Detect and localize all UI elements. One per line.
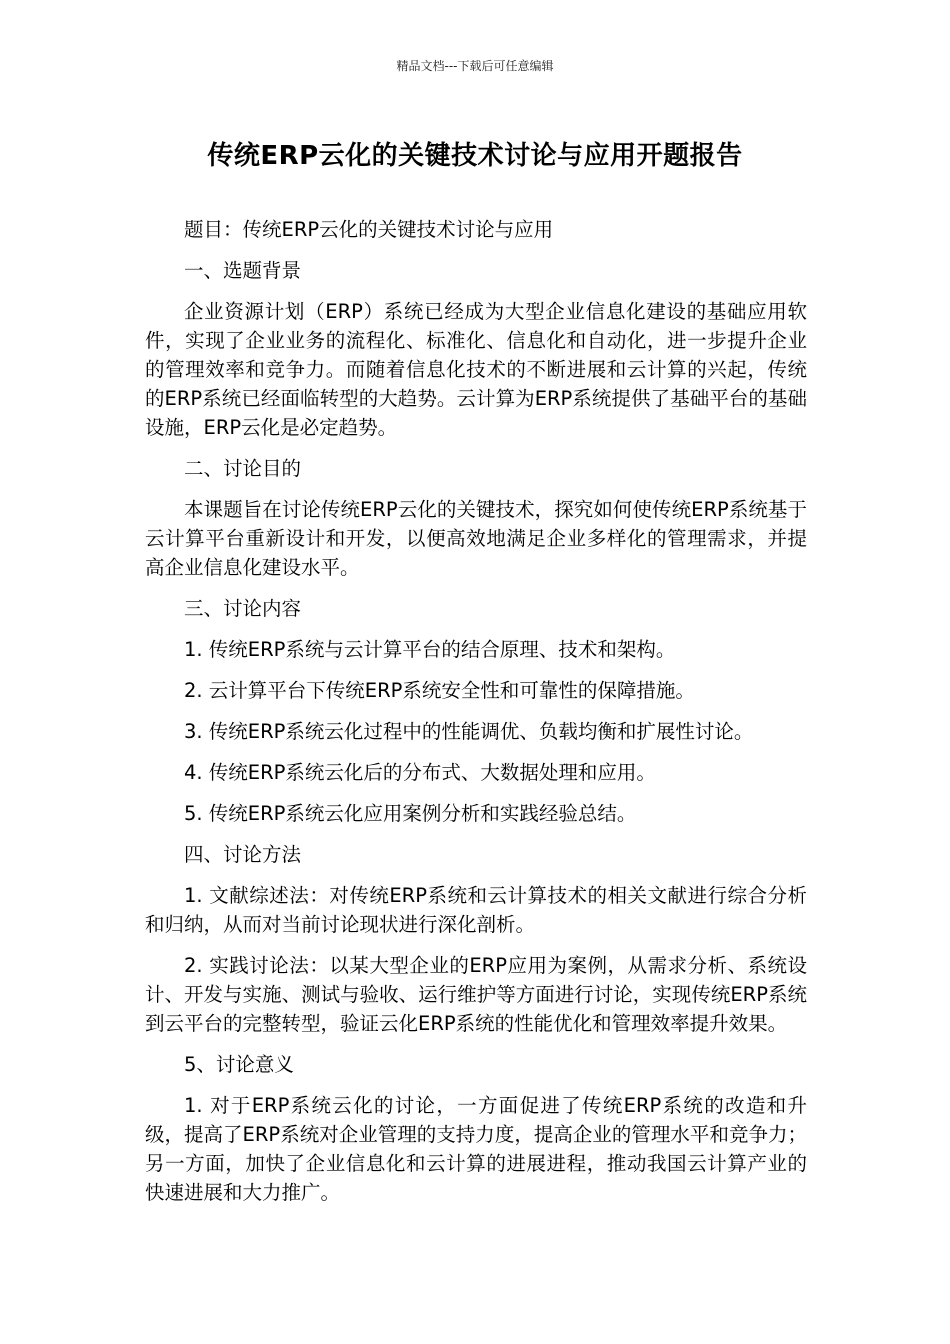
significance-item-1: 1. 对于ERP系统云化的讨论，一方面促进了传统ERP系统的改造和升级，提高了ERP系统对企业管理的支持力度，提高企业的管理水平和竞争力；另一方面，加快了企业信息化和云计算的进展进程，推动我国云计算产业的快速进展和大力推广。 [145,1094,807,1204]
topic-line: 题目：传统ERP云化的关键技术讨论与应用 [184,218,554,241]
section-heading-significance: 5、讨论意义 [184,1053,294,1076]
content-item-1: 1. 传统ERP系统与云计算平台的结合原理、技术和架构。 [184,638,676,661]
content-item-5: 5. 传统ERP系统云化应用案例分析和实践经验总结。 [184,802,637,825]
document-title: 传统ERP云化的关键技术讨论与应用开题报告 [207,141,743,171]
section-heading-method: 四、讨论方法 [184,843,302,866]
section-heading-background: 一、选题背景 [184,259,302,282]
content-item-2: 2. 云计算平台下传统ERP系统安全性和可靠性的保障措施。 [184,679,695,702]
method-item-1: 1. 文献综述法：对传统ERP系统和云计算技术的相关文献进行综合分析和归纳，从而对当前讨论现状进行深化剖析。 [145,884,807,936]
purpose-paragraph: 本课题旨在讨论传统ERP云化的关键技术，探究如何使传统ERP系统基于云计算平台重新设计和开发，以便高效地满足企业多样化的管理需求，并提高企业信息化建设水平。 [145,498,807,579]
page-header: 精品文档---下载后可任意编辑 [396,59,554,73]
section-heading-content: 三、讨论内容 [184,597,302,620]
content-item-3: 3. 传统ERP系统云化过程中的性能调优、负载均衡和扩展性讨论。 [184,720,754,743]
section-heading-purpose: 二、讨论目的 [184,457,302,480]
document-body [145,215,807,1219]
background-paragraph: 企业资源计划（ERP）系统已经成为大型企业信息化建设的基础应用软件，实现了企业业务的流程化、标准化、信息化和自动化，进一步提升企业的管理效率和竞争力。而随着信息化技术的不断进展和云计算的兴起，传统的ERP系统已经面临转型的大趋势。云计算为ERP系统提供了基础平台的基础设施，ERP云化是必定趋势。 [145,300,807,439]
method-item-2: 2. 实践讨论法：以某大型企业的ERP应用为案例，从需求分析、系统设计、开发与实施、测试与验收、运行维护等方面进行讨论，实现传统ERP系统到云平台的完整转型，验证云化ERP系统的性能优化和管理效率提升效果。 [145,954,807,1035]
content-item-4: 4. 传统ERP系统云化后的分布式、大数据处理和应用。 [184,761,656,784]
